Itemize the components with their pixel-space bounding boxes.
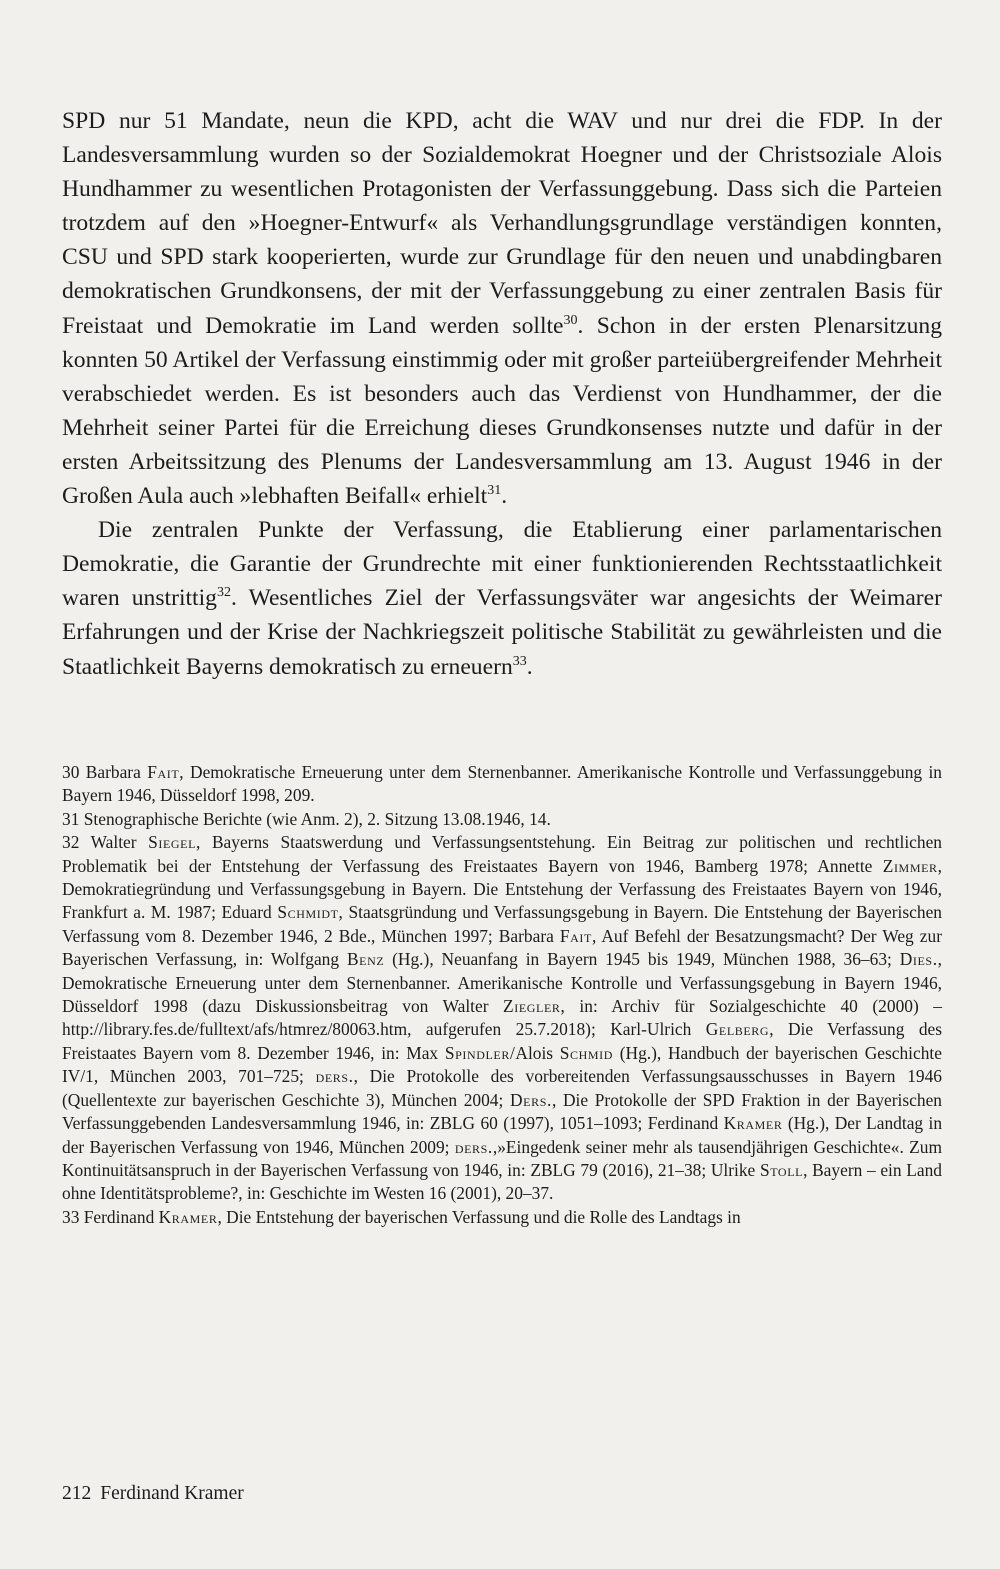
footnote-ref-30: 30 (563, 312, 578, 328)
footnote-number: 32 (62, 832, 80, 853)
main-text (62, 104, 942, 684)
footnote-ref-32: 32 (216, 585, 231, 601)
footnote-number: 30 (62, 762, 80, 782)
footnote-32: 32 Walter Siegel, Bayerns Staatswerdung und Verfassungsentstehung. Ein Beitrag zur politischen und rechtlichen Problematik bei der Entstehung der Verfassung des Freistaates Bayern von 1946, Bamberg 1978; Annette Zimmer, Demokratiegründung und Verfassungsgebung in Bayern. Die Entstehung der Verfassung des Freistaates Bayern von 1946, Frankfurt a. M. 1987; Eduard Schmidt, Staatsgründung und Verfassungsgebung in Bayern. Die Entstehung der Bayerischen Verfassung vom 8. Dezember 1946, 2 Bde., München 1997; Barbara Fait, Auf Befehl der Besatzungsmacht? Der Weg zur Bayerischen Verfassung, in: Wolfgang Benz (Hg.), Neuanfang in Bayern 1945 bis 1949, München 1988, 36–63; Dies., Demokratische Erneuerung unter dem Sternenbanner. Amerikanische Kontrolle und Verfassungsgebung in Bayern 1946, Düsseldorf 1998 (dazu Diskussionsbeitrag von Walter Ziegler, in: Archiv für Sozialgeschichte 40 (2000) – http://library.fes.de/fulltext/afs/htmrez/80063.htm, aufgerufen 25.7.2018); Karl-Ulrich Gelberg, Die Verfassung des Freistaates Bayern vom 8. Dezember 1946, in: Max Spindler/Alois Schmid (Hg.), Handbuch der bayerischen Geschichte IV/1, München 2003, 701–725; ders., Die Protokolle des vorbereitenden Verfassungsausschusses in Bayern 1946 (Quellentexte zur bayerischen Geschichte 3), München 2004; Ders., Die Protokolle der SPD Fraktion in der Bayerischen Verfassunggebenden Landesversammlung 1946, in: ZBLG 60 (1997), 1051–1093; Ferdinand Kramer (Hg.), Der Landtag in der Bayerischen Verfassung von 1946, München 2009; ders.,»Eingedenk seiner mehr als tausendjährigen Geschichte«. Zum Kontinuitätsanspruch in der Bayerischen Verfassung von 1946, in: ZBLG 79 (2016), 21–38; Ulrike Stoll, Bayern – ein Land ohne Identitätsprobleme?, in: Geschichte im Westen 16 (2001), 20–37. (62, 832, 943, 1204)
footnote-31: 31 Stenographische Berichte (wie Anm. 2), 2. Sitzung 13.08.1946, 14. (62, 808, 551, 829)
footnote-33: 33 Ferdinand Kramer, Die Entstehung der bayerischen Verfassung und die Rolle des Landtags in (62, 1206, 741, 1227)
footnote-ref-33: 33 (512, 653, 527, 669)
paragraph-1: SPD nur 51 Mandate, neun die KPD, acht die WAV und nur drei die FDP. In der Landesversammlung wurden so der Sozialdemokrat Hoegner und der Christsoziale Alois Hundhammer zu wesentlichen Protagonisten der Verfassunggebung. Dass sich die Parteien trotzdem auf den »Hoegner-Entwurf« als Verhandlungsgrundlage verständigen konnten, CSU und SPD stark kooperierten, wurde zur Grundlage für den neuen und unabdingbaren demokratischen Grundkonsens, der mit der Verfassunggebung zu einer zentralen Basis für Freistaat und Demokratie im Land werden sollte$^{30}$. Schon in der ersten Plenarsitzung konnten 50 Artikel der Verfassung einstimmig oder mit großer parteiübergreifender Mehrheit verabschiedet werden. Es ist besonders auch das Verdienst von Hundhammer, der die Mehrheit seiner Partei für die Erreichung dieses Grundkonsenses nutzte und dafür in der ersten Arbeitssitzung des Plenums der Landesversammlung am 13. August 1946 in der Großen Aula auch »lebhaften Beifall« erhielt$^{31}$. (62, 108, 943, 510)
footnote-number: 31 (62, 808, 80, 829)
paragraph-2: Die zentralen Punkte der Verfassung, die Etablierung einer parlamentarischen Demokratie, die Garantie der Grundrechte mit einer funktionierenden Rechtsstaatlichkeit waren unstrittig$^{32}$. Wesentliches Ziel der Verfassungsväter war angesichts der Weimarer Erfahrungen und der Krise der Nachkriegszeit politische Stabilität zu gewährleisten und die Staatlichkeit Bayerns demokratisch zu erneuern$^{33}$. (62, 517, 942, 680)
footnote-number: 33 (62, 1206, 80, 1227)
running-author: Ferdinand Kramer (100, 1483, 244, 1504)
footnote-30: 30 Barbara Fait, Demokratische Erneuerung unter dem Sternenbanner. Amerikanische Kontrolle und Verfassunggebung in Bayern 1946, Düsseldorf 1998, 209. (62, 762, 943, 806)
page-number: 212 (62, 1483, 92, 1504)
page-footer (62, 1482, 244, 1506)
footnote-ref-31: 31 (487, 483, 502, 499)
footnotes (62, 761, 942, 1229)
